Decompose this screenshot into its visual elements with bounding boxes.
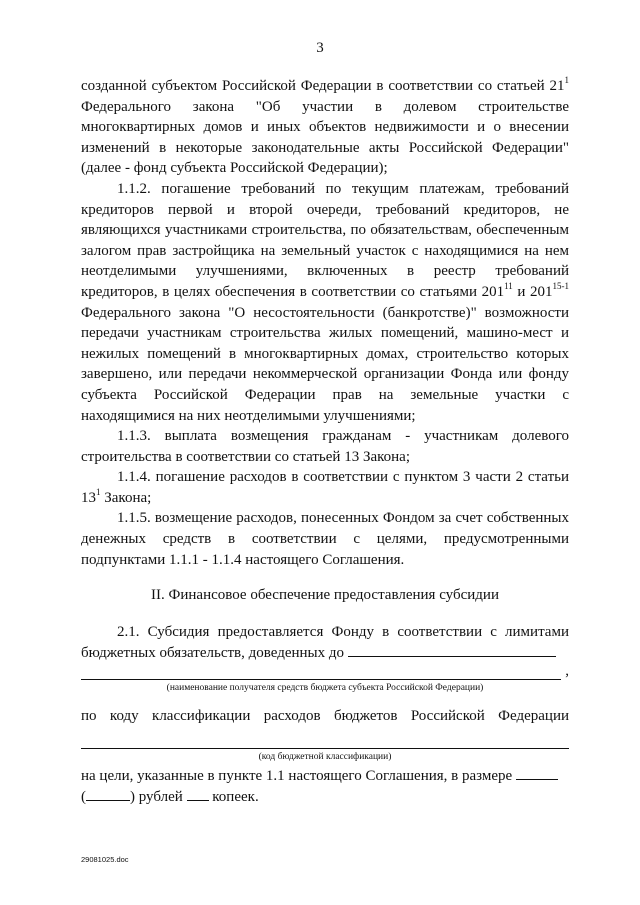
blank-field-amount[interactable]	[516, 765, 558, 780]
text-fragment: Федерального закона "Об участии в долевом строительстве многоквартирных домов и иных объектов недвижимости и о внесении изменений в некоторые законодательные акты Российской Федерации" (далее - фонд субъекта Российской Федерации);	[81, 98, 569, 177]
paragraph-classification-code: по коду классификации расходов бюджетов Российской Федерации	[81, 708, 569, 725]
section-heading: II. Финансовое обеспечение предоставления субсидии	[151, 587, 499, 604]
text-fragment: Федерального закона "О несостоятельности (банкротстве)" возможности передачи участникам строительства жилых помещений, машино-мест и нежилых помещений в многоквартирных домах, строительство которых завершено, или передачи некоммерческой организации Фонда или фонду субъекта Российской Федерации прав на земельные участки с находящимися на них неотделимыми улучшениями;	[81, 304, 569, 424]
text-fragment: на цели, указанные в пункте 1.1 настоящего Соглашения, в размере	[81, 767, 513, 784]
superscript: 15-1	[552, 280, 569, 291]
text-fragment: и 201	[512, 283, 553, 300]
text-fragment: 2.1. Субсидия предоставляется Фонду в соответствии с лимитами бюджетных обязательств, доведенных до	[81, 623, 569, 662]
text-fragment: 1.1.4. погашение расходов в соответствии с пунктом 3 части 2 статьи 13	[81, 469, 569, 506]
paragraph-1-1-3: 1.1.3. выплата возмещения гражданам - участникам долевого строительства в соответствии со статьей 13 Закона;	[81, 428, 569, 465]
paragraph-1-1-4	[81, 467, 569, 508]
paragraph-2-1	[81, 622, 569, 664]
blank-field-amount-words[interactable]	[86, 786, 130, 801]
superscript: 1	[564, 75, 569, 85]
paragraph-1-1-5: 1.1.5. возмещение расходов, понесенных Фондом за счет собственных денежных средств в соответствии с целями, предусмотренными подпунктами 1.1.1 - 1.1.4 настоящего Соглашения.	[81, 510, 569, 568]
line-comma: ,	[565, 663, 569, 680]
text-fragment: (	[81, 789, 86, 806]
blank-field-kopecks[interactable]	[187, 786, 209, 801]
text-fragment: созданной субъектом Российской Федерации в соответствии со статьей 21	[81, 78, 565, 94]
caption-recipient: (наименование получателя средств бюджета субъекта Российской Федерации)	[166, 683, 484, 694]
footer-file-name: 29081025.doc	[81, 855, 129, 864]
blank-field-code-line[interactable]	[81, 748, 569, 749]
blank-field-recipient[interactable]	[348, 642, 556, 657]
code-line-row	[81, 727, 569, 751]
superscript: 11	[504, 280, 513, 291]
caption-code: (код бюджетной классификации)	[258, 751, 392, 762]
blank-field-recipient-line[interactable]	[81, 679, 561, 680]
superscript: 1	[96, 486, 101, 497]
recipient-line-row	[81, 664, 569, 682]
text-fragment: 1.1.2. погашение требований по текущим платежам, требований кредиторов первой и второй очереди, требований кредиторов, не являющихся участниками строительства, по обязательствам, обеспеченным залогом прав застройщика на земельный участок с находящимися на нем неотделимыми улучшениями, включенных в реестр требований кредиторов, в целях обеспечения в соответствии со статьями 201	[81, 180, 569, 300]
text-fragment: Закона;	[100, 489, 152, 506]
document-body	[81, 76, 569, 808]
paragraph-amount	[81, 765, 569, 808]
text-fragment: копеек.	[212, 789, 259, 806]
paragraph-1-1-2	[81, 179, 569, 426]
paragraph-fund-definition	[81, 76, 569, 179]
page-number: 3	[316, 40, 324, 56]
text-fragment: ) рублей	[130, 789, 183, 806]
